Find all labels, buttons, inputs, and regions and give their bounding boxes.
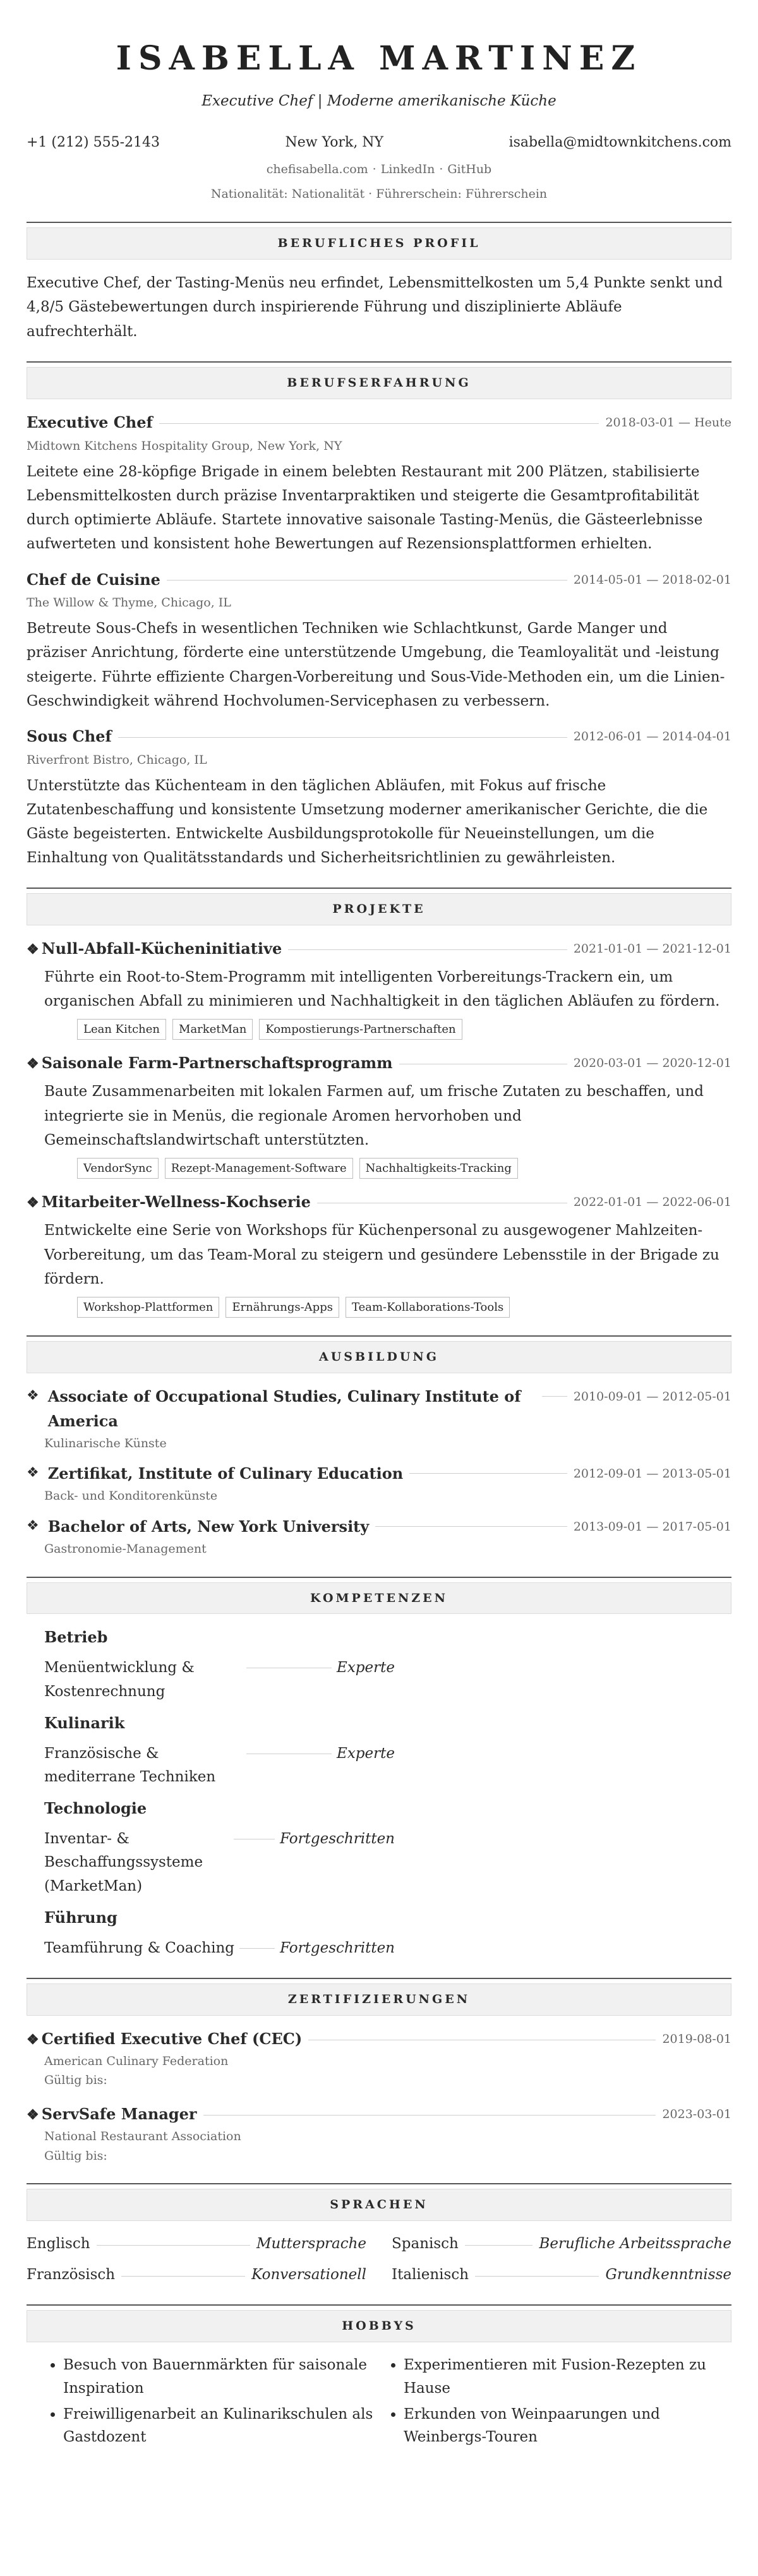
tag: Lean Kitchen [77, 1019, 166, 1040]
degree-title: Bachelor of Arts, New York University [47, 1517, 370, 1536]
skill-category: Führung [44, 1908, 117, 1927]
company: Midtown Kitchens Hospitality Group, New York, NY [27, 439, 342, 454]
field-of-study: Kulinarische Künste [44, 1436, 167, 1450]
language-level: Muttersprache [256, 2235, 366, 2252]
section-title-profile: BERUFLICHES PROFIL [27, 227, 731, 260]
diamond-bullet-icon: ❖ [27, 941, 39, 958]
language-name: Englisch [27, 2235, 90, 2252]
tag: Kompostierungs-Partnerschaften [259, 1019, 462, 1040]
hobby-item: • Erkunden von Weinpaarungen und Weinbergs-Touren [404, 2403, 731, 2450]
section-title-skills: KOMPETENZEN [27, 1582, 731, 1615]
language-item [392, 2232, 731, 2256]
certification-entry [27, 2027, 731, 2090]
certification-valid-until: Gültig bis: [44, 2148, 107, 2163]
experience-entry [27, 568, 731, 713]
job-title: Chef de Cuisine [27, 570, 160, 589]
job-title: Sous Chef [27, 726, 112, 745]
project-description: Führte ein Root-to-Stem-Programm mit intelligenten Vorbereitungs-Trackern ein, um organischen Abfall zu minimieren und Nachhaltigkeit in den täglichen Abläufen zu fördern. [44, 968, 720, 1010]
language-level: Konversationell [251, 2266, 366, 2284]
leader-line [475, 2276, 599, 2277]
leader-line [97, 2245, 250, 2246]
website-link[interactable]: chefisabella.com [266, 162, 368, 177]
field-of-study: Gastronomie-Management [44, 1541, 207, 1556]
leader-line [118, 737, 567, 738]
section-title-education: AUSBILDUNG [27, 1341, 731, 1373]
project-title: Saisonale Farm-Partnerschaftsprogramm [41, 1054, 393, 1073]
hobby-item: • Besuch von Bauernmärkten für saisonale Inspiration [63, 2354, 391, 2400]
diamond-bullet-icon: ❖ [27, 1387, 39, 1404]
education-dates: 2010-09-01 — 2012-05-01 [573, 1389, 731, 1404]
certification-title: ServSafe Manager [41, 2105, 197, 2124]
certification-title: Certified Executive Chef (CEC) [41, 2029, 303, 2048]
hobby-list-right [404, 2354, 731, 2452]
skill-category: Betrieb [44, 1628, 108, 1647]
leader-line [465, 2245, 533, 2246]
section-rule [27, 1577, 731, 1615]
project-tags [27, 1019, 731, 1040]
language-level: Grundkenntnisse [605, 2266, 731, 2284]
hobbies-section [27, 2304, 731, 2452]
diamond-bullet-icon: ❖ [27, 1056, 39, 1073]
section-title-certifications: ZERTIFIZIERUNGEN [27, 1983, 731, 2016]
language-name: Französisch [27, 2266, 116, 2284]
project-tags [27, 1158, 731, 1179]
project-title: Mitarbeiter-Wellness-Kochserie [41, 1193, 311, 1212]
contact-row [27, 131, 731, 154]
skill-group [44, 1711, 731, 1789]
profile-text: Executive Chef, der Tasting-Menüs neu erfindet, Lebensmittelkosten um 5,4 Punkte senkt und 4,8/5 Gästebewertungen durch inspirierende Führung und disziplinierte Abläufe aufrechterhält. [27, 274, 723, 340]
email[interactable]: isabella@midtownkitchens.com [508, 134, 731, 150]
skill-category: Kulinarik [44, 1713, 125, 1732]
hobby-list-left [63, 2354, 391, 2452]
skill-name: Französische & mediterrane Techniken [44, 1745, 216, 1785]
section-title-hobbies: HOBBYS [27, 2310, 731, 2342]
links-row [27, 160, 731, 179]
job-dates: 2014-05-01 — 2018-02-01 [573, 572, 731, 587]
skill-name: Teamführung & Coaching [44, 1939, 235, 1956]
skill-group [44, 1797, 731, 1898]
tag: Rezept-Management-Software [165, 1158, 353, 1179]
diamond-bullet-icon: ❖ [27, 2107, 39, 2124]
location: New York, NY [285, 134, 384, 150]
experience-entry [27, 411, 731, 556]
certification-issuer: National Restaurant Association [44, 2129, 241, 2144]
section-title-languages: SPRACHEN [27, 2189, 731, 2221]
leader-line [203, 2115, 656, 2116]
projects-section [27, 888, 731, 1318]
leader-line [409, 1473, 567, 1474]
job-description: Betreute Sous-Chefs in wesentlichen Techniken wie Schlachtkunst, Garde Manger und präziser Anrichtung, förderte eine unterstützende Umgebung, die Teamloyalität und -leistung steigerte. Führte effiziente Chargen-Vorbereitung und Sous-Vide-Methoden ein, um die Linien-Geschwindigkeit während Hochvolumen-Servicephasen zu verbessern. [27, 620, 725, 709]
diamond-bullet-icon: ❖ [27, 1195, 39, 1212]
skill-level: Fortgeschritten [280, 1831, 395, 1848]
hobby-item: • Experimentieren mit Fusion-Rezepten zu Hause [404, 2354, 731, 2400]
project-dates: 2020-03-01 — 2020-12-01 [573, 1056, 731, 1071]
company: The Willow & Thyme, Chicago, IL [27, 596, 231, 610]
section-rule [27, 1978, 731, 2016]
section-rule [27, 888, 731, 925]
language-name: Italienisch [392, 2266, 469, 2284]
language-name: Spanisch [392, 2235, 459, 2252]
tag: MarketMan [172, 1019, 253, 1040]
job-description: Unterstützte das Küchenteam in den täglichen Abläufen, mit Fokus auf frische Zutatenbeschaffung und konsistente Umsetzung moderner amerikanischer Gerichte, die die Gäste begeisterten. Entwickelte Ausbildungsprotokolle für Neueinstellungen, um die Einhaltung von Qualitätsstandards und Sicherheitsrichtlinien zu gewährleisten. [27, 777, 708, 867]
skill-name: Inventar- & Beschaffungssysteme (MarketMan) [44, 1831, 203, 1894]
certification-date: 2023-03-01 [662, 2107, 731, 2122]
section-rule [27, 222, 731, 260]
skill-group [44, 1906, 731, 1960]
project-entry [27, 1190, 731, 1318]
project-description: Baute Zusammenarbeiten mit lokalen Farmen auf, um frische Zutaten zu beschaffen, und integrierte sie in Menüs, die regionale Aromen hervorhoben und Gemeinschaftslandwirtschaft unterstützten. [44, 1083, 704, 1149]
certification-entry [27, 2102, 731, 2165]
section-rule [27, 1335, 731, 1373]
personal-meta: Nationalität: Nationalität · Führerschein: Führerschein [210, 187, 548, 202]
tag: Ernährungs-Apps [226, 1297, 339, 1318]
job-title: Executive Chef [27, 413, 153, 432]
headline: Executive Chef | Moderne amerikanische Küche [202, 93, 556, 110]
profile-section [27, 222, 731, 344]
link-separator: · [439, 162, 443, 177]
certifications-section [27, 1978, 731, 2165]
education-dates: 2013-09-01 — 2017-05-01 [573, 1520, 731, 1534]
certification-date: 2019-08-01 [662, 2031, 731, 2046]
project-tags [27, 1297, 731, 1318]
project-dates: 2021-01-01 — 2021-12-01 [573, 942, 731, 956]
education-dates: 2012-09-01 — 2013-05-01 [573, 1467, 731, 1481]
certification-issuer: American Culinary Federation [44, 2054, 229, 2068]
section-rule [27, 361, 731, 399]
person-name: ISABELLA MARTINEZ [116, 39, 642, 78]
experience-section [27, 361, 731, 870]
degree-title: Associate of Occupational Studies, Culinary Institute of America [47, 1387, 521, 1430]
job-description: Leitete eine 28-köpfige Brigade in einem belebten Restaurant mit 200 Plätzen, stabilisierte Lebensmittelkosten durch präzise Inventarpraktiken und steigerte die Gesamtprofitabilität durch optimierte Abläufe. Startete innovative saisonale Tasting-Menüs, die Gästeerlebnisse aufwerteten und konsistent hohe Bewertungen auf Rezensionsplattformen erhielten. [27, 463, 703, 553]
tag: Workshop-Plattformen [77, 1297, 219, 1318]
project-dates: 2022-01-01 — 2022-06-01 [573, 1195, 731, 1210]
job-dates: 2012-06-01 — 2014-04-01 [573, 729, 731, 743]
linkedin-link[interactable]: LinkedIn [380, 162, 435, 177]
education-section [27, 1335, 731, 1559]
skill-group [44, 1625, 731, 1703]
job-dates: 2018-03-01 — Heute [605, 416, 731, 430]
section-rule [27, 2304, 731, 2342]
language-level: Berufliche Arbeitssprache [539, 2235, 731, 2252]
education-entry [27, 1462, 731, 1506]
skill-category: Technologie [44, 1799, 147, 1818]
hobby-item: • Freiwilligenarbeit an Kulinarikschulen als Gastdozent [63, 2403, 391, 2450]
leader-line [288, 949, 567, 950]
skill-level: Experte [337, 1745, 395, 1762]
languages-section [27, 2183, 731, 2287]
section-rule [27, 2183, 731, 2221]
tag: Nachhaltigkeits-Tracking [359, 1158, 518, 1179]
leader-line [239, 1948, 275, 1949]
leader-line [167, 580, 567, 581]
language-item [392, 2263, 731, 2287]
skill-level: Fortgeschritten [280, 1939, 395, 1956]
section-title-projects: PROJEKTE [27, 893, 731, 925]
leader-line [121, 2276, 245, 2277]
certification-valid-until: Gültig bis: [44, 2073, 107, 2087]
tag: Team-Kollaborations-Tools [346, 1297, 510, 1318]
project-entry [27, 1051, 731, 1179]
education-entry [27, 1385, 731, 1454]
leader-line [375, 1526, 567, 1527]
skill-name: Menüentwicklung & Kostenrechnung [44, 1659, 195, 1700]
field-of-study: Back- und Konditorenkünste [44, 1489, 218, 1503]
language-item [27, 2263, 366, 2287]
degree-title: Zertifikat, Institute of Culinary Education [47, 1464, 404, 1483]
skills-section [27, 1577, 731, 1960]
github-link[interactable]: GitHub [447, 162, 492, 177]
education-entry [27, 1515, 731, 1559]
project-description: Entwickelte eine Serie von Workshops für Küchenpersonal zu ausgewogener Mahlzeiten-Vorbereitung, um das Team-Moral zu steigern und gesündere Lebensstile in der Brigade zu fördern. [44, 1222, 719, 1288]
tag: VendorSync [77, 1158, 159, 1179]
skill-level: Experte [337, 1659, 395, 1676]
company: Riverfront Bistro, Chicago, IL [27, 752, 207, 767]
diamond-bullet-icon: ❖ [27, 2031, 39, 2048]
diamond-bullet-icon: ❖ [27, 1518, 39, 1534]
experience-entry [27, 725, 731, 870]
section-title-experience: BERUFSERFAHRUNG [27, 367, 731, 399]
resume-header [27, 39, 731, 204]
leader-line [159, 423, 599, 424]
language-item [27, 2232, 366, 2256]
project-title: Null-Abfall-Kücheninitiative [41, 939, 282, 958]
phone: +1 (212) 555-2143 [27, 134, 160, 150]
leader-line [542, 1396, 567, 1397]
diamond-bullet-icon: ❖ [27, 1465, 39, 1481]
link-separator: · [372, 162, 376, 177]
project-entry [27, 937, 731, 1040]
